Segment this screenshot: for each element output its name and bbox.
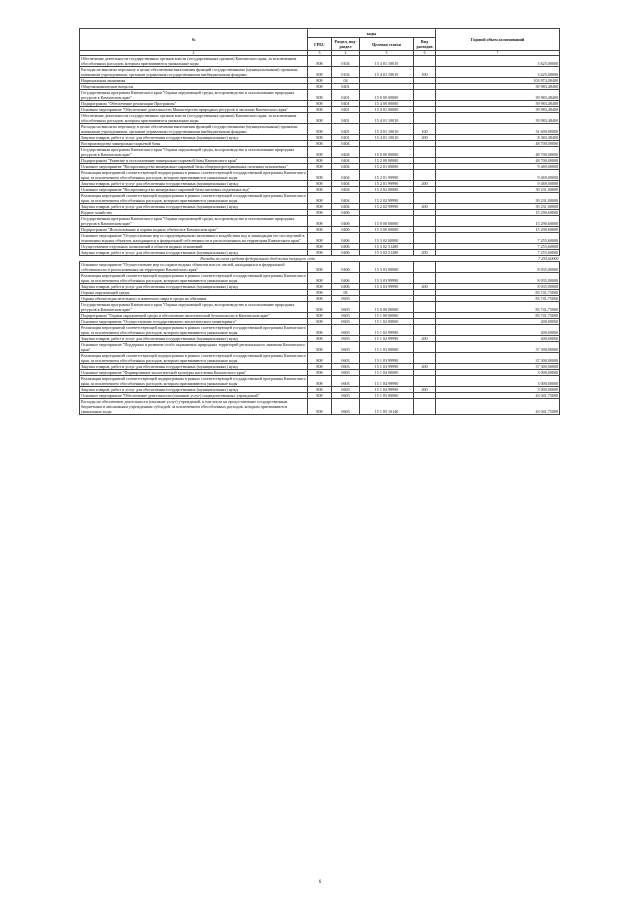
cell-grbs: 808 xyxy=(308,193,332,204)
table-row xyxy=(80,67,560,78)
cell-amount: 15 290,60000 xyxy=(436,216,560,227)
cell-name: Воспроизводство минерально-сырьевой базы xyxy=(80,141,308,147)
col-number-4: 4 xyxy=(332,51,360,56)
cell-expense-type xyxy=(414,262,436,273)
cell-amount: 3 000,00000 xyxy=(436,387,560,393)
cell-article: 15 3 03 00000 xyxy=(360,262,414,273)
cell-amount: 8 383,48400 xyxy=(436,135,560,141)
cell-article: 15 1 05 10140 xyxy=(360,399,414,415)
cell-article: 15 1 02 99990 xyxy=(360,336,414,342)
cell-expense-type: 200 xyxy=(414,135,436,141)
cell-section: 0603 xyxy=(332,313,360,319)
cell-grbs: 808 xyxy=(308,164,332,170)
cell-article: 15 1 00 00000 xyxy=(360,313,414,319)
cell-expense-type xyxy=(414,56,436,67)
cell-section: 0603 xyxy=(332,302,360,313)
cell-amount: 39 983,48400 xyxy=(436,90,560,101)
table-row xyxy=(80,262,560,273)
cell-expense-type xyxy=(414,273,436,284)
cell-section: 0404 xyxy=(332,187,360,193)
cell-expense-type: 200 xyxy=(414,181,436,187)
col-number-3: 3 xyxy=(308,51,332,56)
cell-amount: 400,00000 xyxy=(436,325,560,336)
cell-section: 0406 xyxy=(332,216,360,227)
cell-amount: 39 983,48400 xyxy=(436,113,560,124)
table-row xyxy=(80,56,560,67)
cell-article: 15 4 01 10010 xyxy=(360,113,414,124)
cell-amount: 48 700,00000 xyxy=(436,141,560,147)
table-row xyxy=(80,353,560,364)
cell-amount: 43 041,75000 xyxy=(436,393,560,399)
header-annual: Годовой объем ассигнований xyxy=(436,29,560,51)
cell-name: Основное мероприятие "Осуществление мер по предотвращению негативного воздействия вод и ликвидации его последствий в отношении водных объектов, находящихся в федеральной собственности и расположенных на территории Камчатского края" xyxy=(80,233,308,244)
cell-section: 0404 xyxy=(332,164,360,170)
cell-name: Государственная программа Камчатского края "Охрана окружающей среды, воспроизводство и использование природных ресурсов в Камчатском крае" xyxy=(80,90,308,101)
cell-article: 15 3 02 00000 xyxy=(360,233,414,244)
cell-section: 04 xyxy=(332,78,360,84)
cell-amount: 37 300,00000 xyxy=(436,364,560,370)
cell-name: Охрана объектов растительного и животного мира и среды их обитания xyxy=(80,296,308,302)
cell-name: Закупка товаров, работ и услуг для обеспечения государственных (муниципальных) нужд xyxy=(80,204,308,210)
cell-expense-type xyxy=(414,399,436,415)
cell-article: 15 0 00 00000 xyxy=(360,147,414,158)
cell-amount: 83 741,75000 xyxy=(436,296,560,302)
cell-expense-type xyxy=(414,325,436,336)
cell-expense-type xyxy=(414,353,436,364)
table-row xyxy=(80,170,560,181)
cell-section: 0603 xyxy=(332,342,360,353)
cell-article: 15 3 02 51280 xyxy=(360,244,414,250)
cell-name: Обеспечение деятельности государственных органов власти (государственных органов) Камчатского края, за исключением обособленных расходов, которым присваиваются уникальные коды xyxy=(80,113,308,124)
cell-article: 15 1 02 00000 xyxy=(360,319,414,325)
cell-grbs: 808 xyxy=(308,319,332,325)
cell-expense-type: 200 xyxy=(414,364,436,370)
cell-expense-type: 100 xyxy=(414,67,436,78)
cell-article: 15 4 01 10010 xyxy=(360,124,414,135)
cell-name: Основное мероприятие "Воспроизводство минерально-сырьевой базы общераспространенных полезных ископаемых" xyxy=(80,164,308,170)
cell-name: Осуществление отдельных полномочий в области водных отношений xyxy=(80,244,308,250)
cell-name: Основное мероприятие "Осуществление мер по охране водных объектов или их частей, находящихся в федеральной собственности и расположенных на территории Камчатского края" xyxy=(80,262,308,273)
cell-grbs: 808 xyxy=(308,101,332,107)
cell-grbs: 808 xyxy=(308,107,332,113)
cell-expense-type: 200 xyxy=(414,284,436,290)
cell-article: 15 0 00 00000 xyxy=(360,90,414,101)
table-row xyxy=(80,147,560,158)
cell-grbs: 808 xyxy=(308,170,332,181)
cell-name: Подпрограмма "Обеспечение реализации Программы" xyxy=(80,101,308,107)
cell-section: 0603 xyxy=(332,364,360,370)
header-grbs: ГРБС xyxy=(308,38,332,51)
col-number-6: 6 xyxy=(414,51,436,56)
cell-section: 0603 xyxy=(332,353,360,364)
cell-article: 15 2 02 99990 xyxy=(360,204,414,210)
cell-name: Государственная программа Камчатского края "Охрана окружающей среды, воспроизводство и использование природных ресурсов в Камчатском крае" xyxy=(80,302,308,313)
cell-grbs: 808 xyxy=(308,376,332,387)
cell-article: 15 3 03 99990 xyxy=(360,284,414,290)
cell-amount: 8 035,00000 xyxy=(436,284,560,290)
cell-grbs: 808 xyxy=(308,204,332,210)
table-row xyxy=(80,325,560,336)
cell-grbs: 808 xyxy=(308,387,332,393)
cell-amount: 39 231,00000 xyxy=(436,204,560,210)
cell-section: 0401 xyxy=(332,90,360,101)
cell-article: 15 3 02 51280 xyxy=(360,250,414,256)
cell-section: 0404 xyxy=(332,158,360,164)
cell-section: 0406 xyxy=(332,284,360,290)
cell-name: Государственная программа Камчатского края "Охрана окружающей среды, воспроизводство и использование природных ресурсов в Камчатском крае" xyxy=(80,216,308,227)
cell-amount: 37 300,00000 xyxy=(436,353,560,364)
cell-section: 0406 xyxy=(332,262,360,273)
cell-name: Расходы на выплаты персоналу в целях обеспечения выполнения функций государственными (муниципальными) органами, казенными учреждениями, органами управления государственными внебюджетными фондами xyxy=(80,124,308,135)
cell-name: Реализация мероприятий соответствующей подпрограммы в рамках соответствующей государственной программы Камчатского края, за исключением обособленных расходов, которым присваиваются уникальные коды xyxy=(81,325,306,335)
cell-name: Основное мероприятие "Формирование экологической культуры населения Камчатского края" xyxy=(80,370,308,376)
cell-amount: 3 625,00000 xyxy=(436,67,560,78)
cell-grbs: 808 xyxy=(308,370,332,376)
cell-amount: 3 625,00000 xyxy=(436,56,560,67)
cell-section: 0404 xyxy=(332,170,360,181)
table-row xyxy=(80,216,560,227)
cell-expense-type xyxy=(414,376,436,387)
cell-grbs: 808 xyxy=(308,56,332,67)
cell-amount: 103 974,08400 xyxy=(436,78,560,84)
cell-name: Подпрограмма "Развитие и использование минерально-сырьевой базы Камчатского края" xyxy=(80,158,308,164)
header-num: № xyxy=(80,29,308,51)
cell-amount: 83 741,75000 xyxy=(436,302,560,313)
cell-article: 15 1 04 00000 xyxy=(360,370,414,376)
cell-amount: 400,00000 xyxy=(436,336,560,342)
table-row xyxy=(80,90,560,101)
cell-expense-type xyxy=(414,113,436,124)
budget-table xyxy=(79,28,560,415)
cell-name: Закупка товаров, работ и услуг для обеспечения государственных (муниципальных) нужд xyxy=(80,284,308,290)
cell-section: 0406 xyxy=(332,210,360,216)
cell-grbs: 808 xyxy=(308,296,332,302)
page-number: 6 xyxy=(318,880,322,885)
cell-section: 0404 xyxy=(332,204,360,210)
cell-grbs: 808 xyxy=(308,90,332,101)
cell-amount: 7 255,60000 xyxy=(436,250,560,256)
cell-amount: 48 700,00000 xyxy=(436,147,560,158)
cell-name: Государственная программа Камчатского края "Охрана окружающей среды, воспроизводство и использование природных ресурсов в Камчатском крае" xyxy=(80,147,308,158)
cell-name: Основное мероприятие "Обеспечение деятельности Министерства природных ресурсов и экологии Камчатского края" xyxy=(80,107,308,113)
cell-section: 06 xyxy=(332,290,360,296)
cell-grbs: 808 xyxy=(308,250,332,256)
header-article: Целевая статья xyxy=(360,38,414,51)
cell-name: Реализация мероприятий соответствующей подпрограммы в рамках соответствующей государственной программы Камчатского края, за исключением обособленных расходов, которым присваиваются уникальные коды xyxy=(81,353,306,363)
cell-name: Реализация мероприятий соответствующей подпрограммы в рамках соответствующей государственной программы Камчатского края, за исключением обособленных расходов, которым присваиваются уникальные коды xyxy=(81,273,306,283)
cell-grbs: 808 xyxy=(308,273,332,284)
cell-amount: 3 000,00000 xyxy=(436,370,560,376)
cell-section: 0603 xyxy=(332,370,360,376)
cell-grbs: 808 xyxy=(308,158,332,164)
cell-section: 0401 xyxy=(332,124,360,135)
cell-grbs: 808 xyxy=(308,284,332,290)
cell-name: Основное мероприятие "Осуществление государственного экологического мониторинга" xyxy=(80,319,308,325)
cell-section: 0406 xyxy=(332,227,360,233)
cell-section: 0401 xyxy=(332,135,360,141)
cell-name: Основное мероприятие "Обеспечение деятельности (оказание услуг) подведомственных учреждений" xyxy=(80,393,308,399)
cell-expense-type xyxy=(414,216,436,227)
cell-amount: 83 741,75000 xyxy=(436,313,560,319)
cell-grbs: 808 xyxy=(308,187,332,193)
cell-grbs: 808 xyxy=(308,78,332,84)
cell-article: 15 2 00 00000 xyxy=(360,158,414,164)
cell-section: 0406 xyxy=(332,250,360,256)
cell-name: Закупка товаров, работ и услуг для обеспечения государственных (муниципальных) нужд xyxy=(80,387,308,393)
cell-expense-type xyxy=(414,147,436,158)
table-row xyxy=(80,273,560,284)
cell-grbs: 808 xyxy=(308,336,332,342)
cell-section: 0406 xyxy=(332,233,360,244)
table-row xyxy=(80,342,560,353)
cell-name: Реализация мероприятий соответствующей подпрограммы в рамках соответствующей государственной программы Камчатского края, за исключением обособленных расходов, которым присваиваются уникальные коды xyxy=(81,193,306,203)
cell-article: 15 4 01 10010 xyxy=(360,56,414,67)
cell-expense-type xyxy=(414,170,436,181)
cell-article: 15 2 02 00000 xyxy=(360,187,414,193)
cell-section: 0406 xyxy=(332,244,360,250)
col-number-5: 5 xyxy=(360,51,414,56)
cell-section: 0404 xyxy=(332,147,360,158)
cell-amount: 83 741,75000 xyxy=(436,290,560,296)
cell-article: 15 3 03 99990 xyxy=(360,273,414,284)
cell-amount: 15 290,60000 xyxy=(436,210,560,216)
cell-amount: 3 000,00000 xyxy=(436,376,560,387)
cell-article: 15 2 02 99990 xyxy=(360,193,414,204)
cell-expense-type xyxy=(414,90,436,101)
cell-grbs: 808 xyxy=(308,364,332,370)
cell-grbs: 808 xyxy=(308,233,332,244)
cell-amount: 31 600,00000 xyxy=(436,124,560,135)
cell-amount: 9 469,00000 xyxy=(436,181,560,187)
budget-table-sheet xyxy=(79,28,559,415)
table-row xyxy=(80,113,560,124)
cell-section: 0603 xyxy=(332,376,360,387)
cell-amount: 9 469,00000 xyxy=(436,164,560,170)
cell-section: 0104 xyxy=(332,67,360,78)
cell-article: 15 0 00 00000 xyxy=(360,302,414,313)
cell-section: 0401 xyxy=(332,84,360,90)
cell-amount: 7 255,60000 xyxy=(436,233,560,244)
cell-section: 0603 xyxy=(332,336,360,342)
cell-section: 0404 xyxy=(332,181,360,187)
cell-section: 0603 xyxy=(332,399,360,415)
cell-section: 0104 xyxy=(332,56,360,67)
cell-amount: 39 983,48400 xyxy=(436,101,560,107)
cell-article: 15 4 00 00000 xyxy=(360,101,414,107)
cell-amount: 37 300,00000 xyxy=(436,342,560,353)
cell-grbs: 808 xyxy=(308,325,332,336)
cell-section: 0404 xyxy=(332,141,360,147)
cell-name: Охрана окружающей среды xyxy=(80,290,308,296)
cell-name: Закупка товаров, работ и услуг для обеспечения государственных (муниципальных) нужд xyxy=(80,181,308,187)
col-number-1-2: 2 xyxy=(80,51,308,56)
table-body xyxy=(80,56,560,415)
cell-article: 15 4 01 10010 xyxy=(360,67,414,78)
table-row xyxy=(80,399,560,415)
cell-amount: 48 700,00000 xyxy=(436,158,560,164)
cell-grbs: 808 xyxy=(308,353,332,364)
cell-section: 0406 xyxy=(332,273,360,284)
cell-grbs: 808 xyxy=(308,141,332,147)
cell-article: 15 1 03 00000 xyxy=(360,342,414,353)
cell-article: 15 1 02 99990 xyxy=(360,325,414,336)
cell-section: 0603 xyxy=(332,319,360,325)
table-header xyxy=(80,29,560,56)
table-row xyxy=(80,376,560,387)
cell-article: 15 2 01 99990 xyxy=(360,181,414,187)
header-codes: коды xyxy=(308,29,436,38)
cell-expense-type: 200 xyxy=(414,387,436,393)
cell-grbs: 808 xyxy=(308,227,332,233)
cell-name: Основное мероприятие "Воспроизводство минерально-сырьевой базы питьевых подземных вод" xyxy=(80,187,308,193)
cell-amount: 7 255,60000 xyxy=(436,244,560,250)
col-number-7: 7 xyxy=(436,51,560,56)
header-expense-type: Вид расходов xyxy=(414,38,436,51)
cell-expense-type xyxy=(414,342,436,353)
cell-amount: 8 035,00000 xyxy=(436,273,560,284)
cell-article: 15 1 03 99990 xyxy=(360,364,414,370)
cell-grbs: 808 xyxy=(308,342,332,353)
cell-name: Реализация мероприятий соответствующей подпрограммы в рамках соответствующей государственной программы Камчатского края, за исключением обособленных расходов, которым присваиваются уникальные коды xyxy=(81,376,306,386)
note-text: Расходы за счет средств федерального бюджета текущего года xyxy=(200,256,315,261)
cell-name: Водное хозяйство xyxy=(80,210,308,216)
cell-article: 15 0 00 00000 xyxy=(360,216,414,227)
cell-name: Основное мероприятие "Поддержка и развитие особо охраняемых природных территорий регионального значения Камчатского края" xyxy=(80,342,308,353)
cell-amount: 15 290,60000 xyxy=(436,227,560,233)
cell-grbs: 808 xyxy=(308,181,332,187)
table-row xyxy=(80,193,560,204)
cell-grbs: 808 xyxy=(308,147,332,158)
cell-name: Закупка товаров, работ и услуг для обеспечения государственных (муниципальных) нужд xyxy=(80,135,308,141)
cell-article: 15 1 04 99990 xyxy=(360,387,414,393)
cell-article: 15 1 05 00000 xyxy=(360,393,414,399)
cell-grbs: 808 xyxy=(308,124,332,135)
cell-name: Закупка товаров, работ и услуг для обеспечения государственных (муниципальных) нужд xyxy=(80,250,308,256)
cell-amount: 9 469,00000 xyxy=(436,170,560,181)
cell-name: Закупка товаров, работ и услуг для обеспечения государственных (муниципальных) нужд xyxy=(80,336,308,342)
cell-grbs: 808 xyxy=(308,399,332,415)
cell-amount: 39 983,48400 xyxy=(436,84,560,90)
cell-section: 0401 xyxy=(332,113,360,124)
cell-grbs: 808 xyxy=(308,67,332,78)
cell-name: Расходы на обеспечение деятельности (оказание услуг) учреждений, в том числе на предоставление государственным бюджетным и автономным учреждениям субсидий, за исключением обособленных расходов, которым присваиваются уникальные коды xyxy=(80,399,308,415)
cell-amount: 400,00000 xyxy=(436,319,560,325)
cell-expense-type xyxy=(414,193,436,204)
cell-grbs: 808 xyxy=(308,216,332,227)
cell-grbs: 808 xyxy=(308,302,332,313)
cell-name: Реализация мероприятий соответствующей подпрограммы в рамках соответствующей государственной программы Камчатского края, за исключением обособленных расходов, которым присваиваются уникальные коды xyxy=(81,170,306,180)
table-row xyxy=(80,233,560,244)
cell-section: 0603 xyxy=(332,387,360,393)
cell-name: Закупка товаров, работ и услуг для обеспечения государственных (муниципальных) нужд xyxy=(80,364,308,370)
cell-expense-type xyxy=(414,233,436,244)
cell-section: 0603 xyxy=(332,393,360,399)
cell-name: Общеэкономические вопросы xyxy=(80,84,308,90)
cell-section: 0603 xyxy=(332,296,360,302)
cell-name: Национальная экономика xyxy=(80,78,308,84)
cell-expense-type: 200 xyxy=(414,250,436,256)
cell-amount: 39 231,00000 xyxy=(436,187,560,193)
cell-grbs: 808 xyxy=(308,262,332,273)
cell-section: 0401 xyxy=(332,107,360,113)
cell-grbs: 808 xyxy=(308,244,332,250)
cell-name: Подпрограмма "Использование и охрана водных объектов в Камчатском крае" xyxy=(80,227,308,233)
cell-article: 15 4 01 00000 xyxy=(360,107,414,113)
cell-grbs: 808 xyxy=(308,313,332,319)
cell-article: 15 4 01 10010 xyxy=(360,135,414,141)
cell-amount: 39 983,48400 xyxy=(436,107,560,113)
cell-amount: 43 041,75000 xyxy=(436,399,560,415)
cell-section: 0401 xyxy=(332,101,360,107)
table-row xyxy=(80,302,560,313)
cell-grbs: 808 xyxy=(308,393,332,399)
cell-name: Подпрограмма "Охрана окружающей среды и обеспечение экологической безопасности в Камчатском крае" xyxy=(80,313,308,319)
cell-grbs: 808 xyxy=(308,113,332,124)
cell-article: 15 1 04 99990 xyxy=(360,376,414,387)
header-section: Раздел, под-раздел xyxy=(332,38,360,51)
cell-article: 15 3 00 00000 xyxy=(360,227,414,233)
cell-article: 15 2 01 00000 xyxy=(360,164,414,170)
note-amount: 7 255,60000 xyxy=(538,256,559,261)
cell-amount: 39 231,00000 xyxy=(436,193,560,204)
cell-section: 0603 xyxy=(332,325,360,336)
cell-name: Расходы на выплаты персоналу в целях обеспечения выполнения функций государственными (муниципальными) органами, казенными учреждениями, органами управления государственными внебюджетными фондами xyxy=(80,67,308,78)
cell-expense-type: 200 xyxy=(414,204,436,210)
cell-grbs: 808 xyxy=(308,290,332,296)
cell-expense-type xyxy=(414,302,436,313)
cell-article: 15 2 01 99990 xyxy=(360,170,414,181)
cell-expense-type: 200 xyxy=(414,336,436,342)
table-row xyxy=(80,124,560,135)
cell-grbs: 808 xyxy=(308,84,332,90)
cell-amount: 8 035,00000 xyxy=(436,262,560,273)
cell-grbs: 808 xyxy=(308,210,332,216)
cell-article: 15 1 03 99990 xyxy=(360,353,414,364)
cell-expense-type: 100 xyxy=(414,124,436,135)
cell-section: 0404 xyxy=(332,193,360,204)
cell-name: Обеспечение деятельности государственных органов власти (государственных органов) Камчатского края, за исключением обособленных расходов, которым присваиваются уникальные коды xyxy=(80,56,308,67)
cell-grbs: 808 xyxy=(308,135,332,141)
